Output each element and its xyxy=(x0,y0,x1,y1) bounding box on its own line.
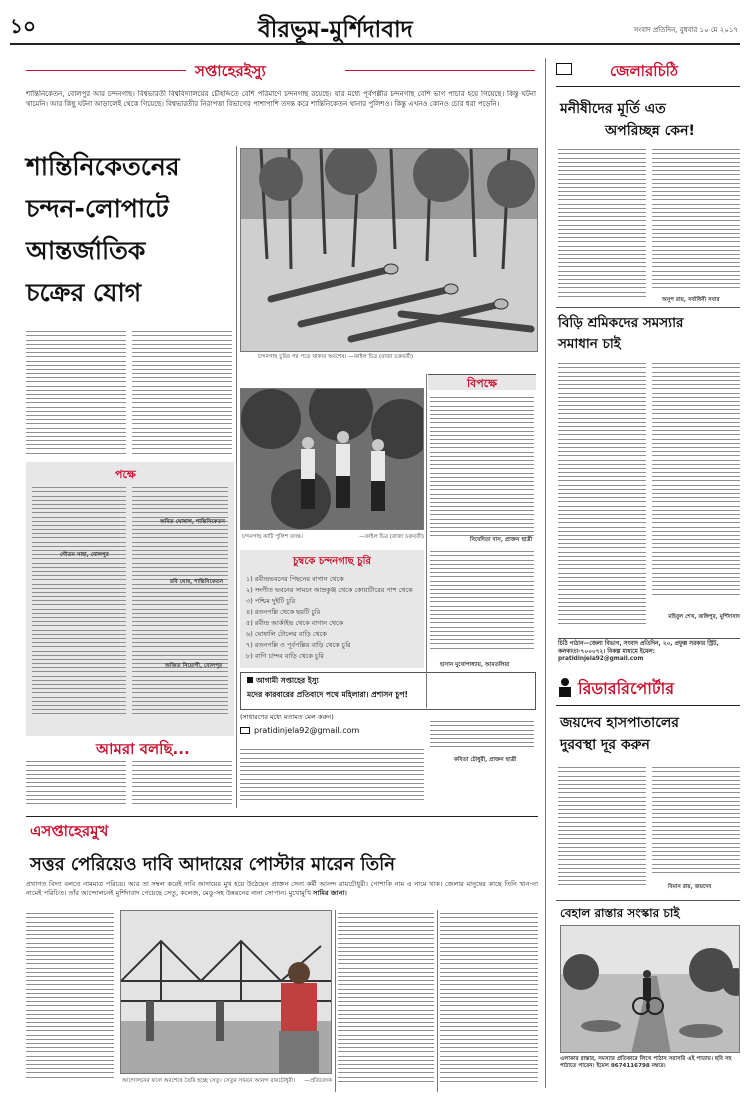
weekly-issue-intro: শান্তিনিকেতন, বোলপুর আর চন্দনগাছ। বিশ্বভারতী বিশ্ববিদ্যালয়ের চৌহদ্দিতে বেশি পরিমাণে চন্দনগাছ রয়েছে। যার মধ্যে পূর্বপল্লীর চন্দনগাছ বেশি ভাগ পাচার হয়ে গিয়েছে। কিন্তু ঘটনা থামেনি। আর কিছু ঘটনা আড়ালেই থেকে গিয়েছে। বিশ্বভারতীর নিরাপত্তা বিভাগের পাশাপাশি তদন্ত করে শান্তিনিকেতন থানার পুলিশও। কিন্তু এখনও কোনও চোর ধরা পড়েনি। xyxy=(26,90,536,108)
caption-text: চন্দনগাছ কাটি পুলিশ তদন্ত। xyxy=(242,534,303,540)
letter-heading-line: মনীষীদের মূর্তি এত xyxy=(560,101,666,117)
reader-reporter-column xyxy=(558,764,646,892)
page-number: ১০ xyxy=(10,14,36,38)
face-of-week-intro xyxy=(26,880,538,906)
column-rule xyxy=(426,374,427,708)
timeline-heading: চুম্বকে চন্দনগাছ চুরি xyxy=(293,556,371,567)
column-rule xyxy=(437,910,438,1092)
timeline-item: ১) রবীন্দ্রভবনের পিছনের বাগান থেকে xyxy=(246,575,344,583)
letters-label xyxy=(610,60,678,85)
reader-headline-line: জয়দেব হাসপাতালের xyxy=(560,715,679,731)
timeline-item: ২) সংগীত ভবনের সামনে আম্রকুঞ্জ থেকে কোয়ার্টারের পাশ থেকে xyxy=(246,586,413,594)
rule xyxy=(26,70,186,71)
letters-address-note: চিঠি পাঠান—জেলা বিভাগ, সংবাদ প্রতিদিন, ২০, প্রফুল্ল সরকার স্ট্রিট, কলকাতা-৭০০০৭২। বিকল্প মাধ্যমে ইমেল: pratidinjela92@gmail.com xyxy=(558,638,740,670)
rule xyxy=(556,900,740,901)
main-headline xyxy=(26,146,234,326)
timeline-item: ৮) বাগি চান্দব বাড়ি থেকে চুরি xyxy=(246,652,324,660)
main-photo-caption xyxy=(258,354,536,361)
next-issue-label-text: আগামী সপ্তাহের ইস্যু xyxy=(256,676,319,685)
letter-heading-line: অপরিচ্ছন্ন কেন! xyxy=(605,123,695,139)
masthead-rule xyxy=(10,43,740,45)
we-say-column xyxy=(240,746,424,808)
email-icon xyxy=(240,727,250,734)
column-rule xyxy=(335,910,336,1092)
caption-credit: —ফাইল চিত্র (রাজা চক্রবর্তী) xyxy=(348,354,414,360)
source-signature: অমিত ঘোষাল, শান্তিনিকেতন xyxy=(160,519,226,525)
caption-text: চন্দনগাছ চুরির পর পড়ে থাকার অবশেষ। xyxy=(258,354,347,360)
bridge-photo xyxy=(120,910,332,1074)
interview-column xyxy=(440,910,538,1090)
road-photo xyxy=(560,925,740,1053)
source-signature: রবি ঘোষ, শান্তিনিকেতন xyxy=(170,579,224,585)
con-column-b xyxy=(430,548,534,658)
headline-line: চন্দন-লোপাটে xyxy=(26,194,169,223)
reader-reporter-column xyxy=(652,764,740,882)
section-label-part: চিঠি xyxy=(653,62,678,80)
source-signature: অজিত নিয়োগী, বোলপুর xyxy=(165,663,223,669)
con-heading-box xyxy=(428,374,536,390)
section-label-part: এসপ্তাহের xyxy=(30,822,91,840)
caption-text: আন্দোলনের ফলে অবশেষে তৈরি হচ্ছে সেতু। সেতুর সামনে আনন্দ রায়চৌধুরী। xyxy=(122,1078,296,1084)
section-label-part: ইস্যু xyxy=(243,62,266,80)
broken-road-photo xyxy=(561,926,740,1053)
timeline-item: ৫) রবীন্দ্র আর্কাইভ থেকে বাগান থেকে xyxy=(246,619,344,627)
envelope-icon xyxy=(556,63,572,75)
letter-heading-line: সমাধান চাই xyxy=(558,336,621,352)
police-photo xyxy=(240,388,424,530)
rule xyxy=(556,705,740,706)
letter1-heading xyxy=(560,98,740,142)
source-signature: গৌতম সাহা, বোলপুর xyxy=(60,552,109,558)
letter1-column xyxy=(558,146,646,302)
pro-column xyxy=(32,484,126,730)
timeline-item: ৭) রতনপল্লি ও পূর্বপল্লির বাড়ি থেকে চুরি xyxy=(246,641,351,649)
police-photo-caption xyxy=(242,534,424,541)
contact-box xyxy=(240,712,426,742)
headline-line: আন্তর্জাতিক xyxy=(26,236,146,265)
tree-stumps-photo xyxy=(241,149,538,352)
interview-column xyxy=(26,910,114,1082)
interviewer: সামির জানা। xyxy=(313,889,347,897)
headline-line: চক্রের যোগ xyxy=(26,278,142,307)
timeline-item: ৩) পশ্চিম দুইটি চুরি xyxy=(246,597,296,605)
contact-email[interactable]: pratidinjela92@gmail.com xyxy=(254,726,360,735)
article-column xyxy=(132,328,232,458)
timeline-item: ৬) ঘোষালি টোলের বাড়ি থেকে xyxy=(246,630,327,638)
masthead xyxy=(10,8,740,44)
we-say-column xyxy=(132,758,232,808)
police-inspection-photo xyxy=(241,389,424,530)
source-signature: নিবেদিতা দাস, প্রাক্তন ছাত্রী xyxy=(470,537,533,543)
we-say-column xyxy=(26,758,126,808)
section-label-part: সপ্তাহের xyxy=(195,62,244,80)
road-photo-heading: বেহাল রাস্তার সংস্কার চাই xyxy=(560,906,680,920)
letter2-column xyxy=(558,360,646,636)
page-title: বীরভূম-মুর্শিদাবাদ xyxy=(258,17,413,43)
reporter-icon xyxy=(558,677,572,697)
section-label-part: জেলার xyxy=(610,62,654,80)
intro-text: প্রথাগত বিদ্যা বলতে নামমাত্র পরিচয়। আর তা সম্বল করেই দাবি আদায়ের মুখ হয়ে উঠেছেন প্রাক্তন সেনা কর্মী আনন্দ রায়চৌধুরী। পোশাকি নাম এ নামে থাক। জেলার মানুষের কাছে তিনি খান-না নামেই পরিচিত। তাঁর আন্দোলনেই মুর্শিদাবাদ পেয়েছে সেতু, কলেজ, মেডু-সহ উন্নয়নের নানা সোপান। মুখোমুখি xyxy=(26,880,538,897)
letters-header xyxy=(556,60,740,84)
section-label-part: রিপোর্টার xyxy=(616,679,675,698)
reader-reporter-signature: বিমান রায়, জয়দেব xyxy=(668,884,712,890)
letter-heading-line: বিড়ি শ্রমিকদের সমস্যার xyxy=(558,315,684,331)
section-label-weekly-issue xyxy=(195,60,266,82)
rule xyxy=(556,86,740,87)
source-signature: কবিতা চৌধুরী, প্রাক্তন ছাত্রী xyxy=(454,757,517,763)
road-photo-note: এলাকার রাস্তার, সমস্যার প্রতিকারে লিখে পাঠান সরাসরি এই পাতায়। ছবি সহ পাঠাতে পারেন। ইমেল 9674116798 নম্বরে। xyxy=(560,1056,732,1069)
letter2-signature: মহিবুল শেখ, জঙ্গিপুর, মুর্শিদাবাদ xyxy=(668,614,740,620)
rule xyxy=(556,307,740,308)
source-signature: হাসান মুখোপাধ্যায়, আমতলিয়া xyxy=(440,662,510,668)
timeline-item: ৪) রতনপল্লি থেকে ছয়টি চুরি xyxy=(246,608,321,616)
face-of-week-label xyxy=(30,820,108,845)
headline-line: শান্তিনিকেতনের xyxy=(26,152,180,181)
section-label-part: রিডার xyxy=(578,679,617,698)
section-label-part: মুখ xyxy=(90,822,109,840)
timeline-box xyxy=(240,550,424,668)
letter1-column xyxy=(652,146,740,294)
reader-reporter-label xyxy=(578,676,674,703)
letter1-signature: অনুপ রায়, সর্বাধিনী সবার xyxy=(662,297,720,303)
column-rule xyxy=(236,146,237,808)
bridge-photo-caption xyxy=(122,1078,332,1085)
email-row xyxy=(240,726,426,735)
column-rule xyxy=(545,58,546,1088)
interview-column xyxy=(338,910,434,1090)
caption-credit: —প্রতিবেদক xyxy=(304,1078,332,1084)
reader-reporter-headline xyxy=(560,712,740,756)
we-say-heading: আমরা বলছি... xyxy=(96,740,190,758)
next-issue-box xyxy=(240,672,536,710)
main-photo xyxy=(240,148,538,352)
reader-reporter-header xyxy=(556,676,740,702)
con-column-a xyxy=(430,394,534,544)
square-icon xyxy=(247,677,253,683)
bridge-and-man-photo xyxy=(121,911,332,1074)
con-column-c xyxy=(430,718,534,753)
next-issue-text: মদের কারবারের প্রতিবাদে পথে মহিলারা। প্রশাসন চুপ! xyxy=(247,690,408,699)
letter2-heading xyxy=(558,313,740,355)
dateline: সংবাদ প্রতিদিন, বুধবার ১০ মে ২০১৭ xyxy=(633,26,738,34)
face-of-week-headline: সত্তর পেরিয়েও দাবি আদায়ের পোস্টার মারেন তিনি xyxy=(30,854,396,875)
next-issue-label xyxy=(247,676,529,688)
pro-heading: পক্ষে xyxy=(115,468,136,481)
rule xyxy=(26,816,538,817)
con-heading: বিপক্ষে xyxy=(466,377,498,390)
article-column xyxy=(26,328,126,458)
caption-credit: —ফাইল চিত্র (রাজা চক্রবর্তী) xyxy=(359,534,424,540)
rule xyxy=(345,70,535,71)
reader-headline-line: দুরবস্থা দূর করুন xyxy=(560,737,650,753)
contact-label: (সাধারণের মধ্যে মতামত মেল করুন) xyxy=(240,713,334,721)
letter2-column xyxy=(652,360,740,612)
